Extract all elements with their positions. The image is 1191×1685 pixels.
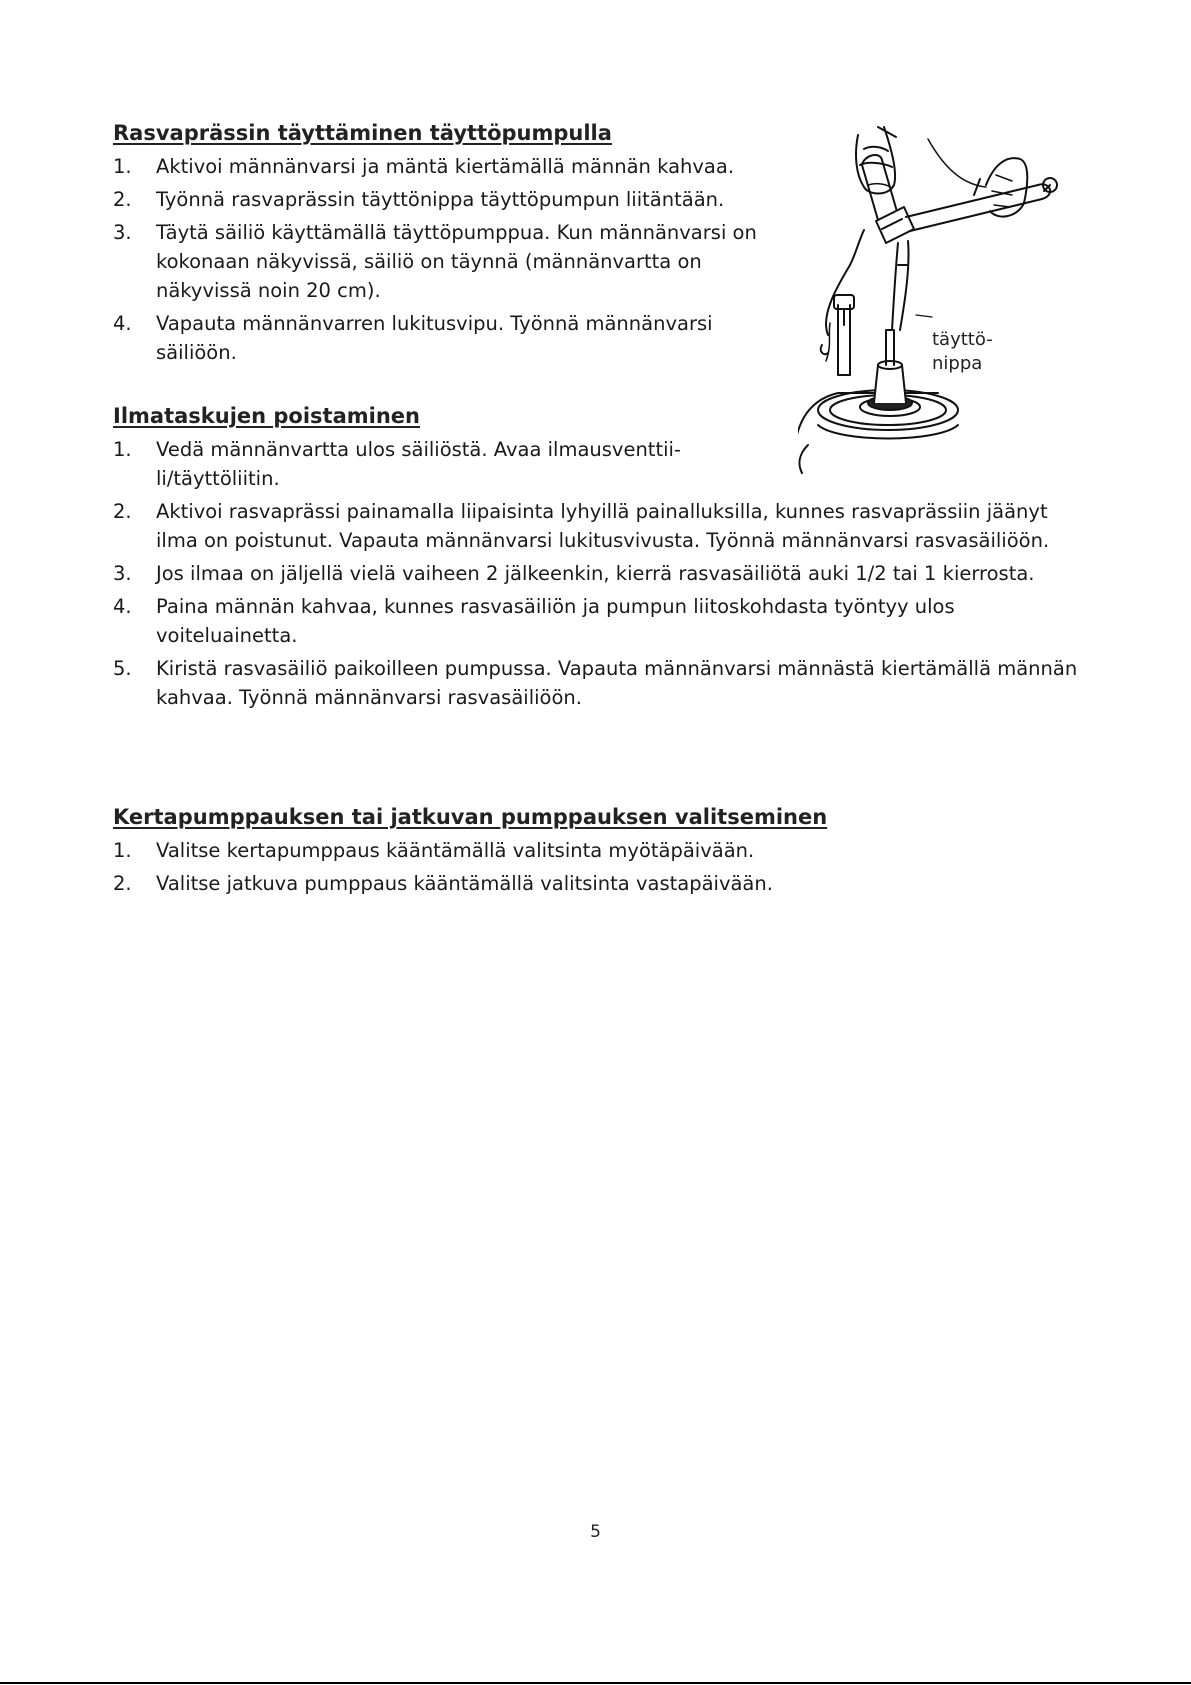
section-heading: Rasvaprässin täyttäminen täyttöpumpulla — [113, 121, 612, 145]
list-item — [113, 185, 783, 214]
step-text: Paina männän kahvaa, kunnes rasvasäiliön ja pumpun liitoskohdasta työntyy ulos voiteluainetta. — [156, 595, 955, 647]
section-pumping-mode-selection — [113, 804, 1083, 902]
step-number: 3. — [113, 221, 132, 244]
list-item — [113, 218, 783, 305]
step-number: 4. — [113, 312, 132, 335]
illustration-callout — [932, 328, 993, 376]
list-item — [113, 435, 716, 493]
step-text: Aktivoi rasvaprässi painamalla liipaisinta lyhyillä painalluksilla, kunnes rasvaprässiin jäänyt ilma on poistunut. Vapauta männänvarsi lukitusvivusta. Työnnä männänvarsi rasvasäiliöön. — [156, 500, 1050, 552]
step-number: 1. — [113, 155, 132, 178]
section-removing-air-pockets — [113, 403, 1083, 716]
step-text: Täytä säiliö käyttämällä täyttöpumppua. Kun männänvarsi on kokonaan näkyvissä, säiliö on täynnä (männänvartta on näkyvissä noin 20 cm). — [156, 221, 757, 302]
list-item — [113, 654, 1083, 712]
step-number: 2. — [113, 188, 132, 211]
step-text: Valitse kertapumppaus kääntämällä valitsinta myötäpäivään. — [156, 839, 755, 862]
list-item — [113, 497, 1083, 555]
step-text: Vedä männänvartta ulos säiliöstä. Avaa ilmausventtii-li/täyttöliitin. — [156, 438, 681, 490]
step-text: Jos ilmaa on jäljellä vielä vaiheen 2 jälkeenkin, kierrä rasvasäiliötä auki 1/2 tai 1 kierrosta. — [156, 562, 1035, 585]
step-number: 3. — [113, 562, 132, 585]
step-number: 2. — [113, 500, 132, 523]
page-number: 5 — [590, 1522, 601, 1542]
step-list — [113, 435, 1083, 712]
page-bottom-rule — [0, 1682, 1191, 1684]
section-heading: Ilmataskujen poistaminen — [113, 404, 420, 428]
step-number: 1. — [113, 438, 132, 461]
step-number: 1. — [113, 839, 132, 862]
callout-line: nippa — [932, 353, 983, 374]
list-item — [113, 836, 1083, 865]
callout-line: täyttö- — [932, 329, 993, 350]
step-text: Työnnä rasvaprässin täyttönippa täyttöpumpun liitäntään. — [156, 188, 725, 211]
step-list — [113, 836, 1083, 898]
step-number: 5. — [113, 657, 132, 680]
list-item — [113, 869, 1083, 898]
list-item — [113, 152, 783, 181]
step-text: Aktivoi männänvarsi ja mäntä kiertämällä männän kahvaa. — [156, 155, 735, 178]
step-text: Vapauta männänvarren lukitusvipu. Työnnä männänvarsi säiliöön. — [156, 312, 713, 364]
step-number: 2. — [113, 872, 132, 895]
section-heading: Kertapumppauksen tai jatkuvan pumppauksen valitseminen — [113, 805, 828, 829]
step-text: Kiristä rasvasäiliö paikoilleen pumpussa. Vapauta männänvarsi männästä kiertämällä männän kahvaa. Työnnä männänvarsi rasvasäiliöön. — [156, 657, 1078, 709]
step-list — [113, 152, 783, 367]
step-number: 4. — [113, 595, 132, 618]
section-filling-with-pump — [113, 120, 783, 371]
step-text: Valitse jatkuva pumppaus kääntämällä valitsinta vastapäivään. — [156, 872, 773, 895]
list-item — [113, 592, 1083, 650]
list-item — [113, 559, 1083, 588]
list-item — [113, 309, 783, 367]
